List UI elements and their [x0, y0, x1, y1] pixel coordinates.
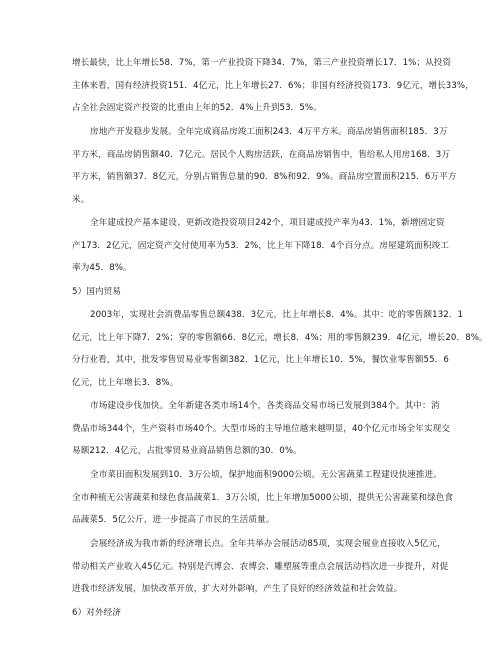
text-line: 易额212．4亿元，占批零贸易业商品销售总额的30．0%。 — [72, 446, 302, 456]
text-line: 亿元，比上年下降7．2%；穿的零售额66．8亿元，增长8．4%；用的零售额239．4亿元，增长20．8%。 — [72, 333, 488, 343]
paragraph-first-line: 房地产开发稳步发展。全年完成商品房竣工面积243．4万平方米。商品房销售面积185．3万 — [90, 127, 448, 137]
paragraph-first-line: 全市菜田面积发展到10．3万公顷，保护地面积9000公顷。无公害蔬菜工程建设快速推进。 — [90, 470, 442, 480]
text-line: 费品市场344个，生产资料市场40个。大型市场的主导地位越来越明显，40个亿元市场全年实现交 — [72, 424, 451, 434]
section-heading: 5）国内贸易 — [72, 287, 122, 297]
text-line: 亿元，比上年增长3．8%。 — [72, 378, 179, 388]
text-line: 平方米，销售额37．8亿元，分别占销售总量的90．8%和92．9%。商品房空置面积215．6万平方 — [72, 172, 457, 182]
text-line: 分行业看，其中，批发零售贸易业零售额382．1亿元，比上年增长10．5%，餐饮业零售额55．6 — [72, 355, 449, 365]
text-line: 占全社会固定资产投资的比重由上年的52．4%上升到53．5%。 — [72, 103, 322, 113]
paragraph-first-line: 全年建成投产基本建设、更新改造投资项目242个，项目建成投产率为43．1%，新增固定资 — [90, 218, 445, 228]
text-line: 进我市经济发展，加快改革开放，扩大对外影响，产生了良好的经济效益和社会效益。 — [72, 584, 403, 594]
text-line: 品蔬菜5．5亿公斤，进一步提高了市民的生活质量。 — [72, 515, 275, 525]
text-line: 全市种植无公害蔬菜和绿色食品蔬菜1．3万公顷，比上年增加5000公顷，提供无公害蔬菜和绿色食 — [72, 493, 454, 503]
paragraph-first-line: 会展经济成为我市新的经济增长点。全年共举办会展活动85项，实现会展业直接收入5亿元， — [90, 539, 446, 549]
paragraph-first-line: 2003年，实现社会消费品零售总额438．3亿元，比上年增长8．4%。其中：吃的零售额132．1 — [90, 310, 464, 320]
text-line: 主体来看，国有经济投资151．4亿元，比上年增长27．6%；非国有经济投资173．9亿元，增长33%， — [72, 81, 474, 91]
text-line: 带动相关产业收入45亿元。特别是汽博会、农博会、雕塑展等重点会展活动档次进一步提升，对促 — [72, 562, 449, 572]
section-heading: 6）对外经济 — [72, 608, 122, 618]
text-line: 增长最快，比上年增长58．7%，第一产业投资下降34．7%，第三产业投资增长17．1%；从投资 — [72, 58, 452, 68]
paragraph-first-line: 市场建设步伐加快。全年新建各类市场14个，各类商品交易市场已发展到384个。其中：消 — [90, 401, 440, 411]
text-line: 产173．2亿元，固定资产交付使用率为53．2%，比上年下降18．4个百分点。房屋建筑面积竣工 — [72, 241, 449, 251]
text-line: 率为45．8%。 — [72, 263, 132, 273]
text-line: 米。 — [72, 195, 90, 205]
text-line: 平方米，商品房销售额40．7亿元。居民个人购房活跃，在商品房销售中，售给私人用房168．3万 — [72, 150, 451, 160]
